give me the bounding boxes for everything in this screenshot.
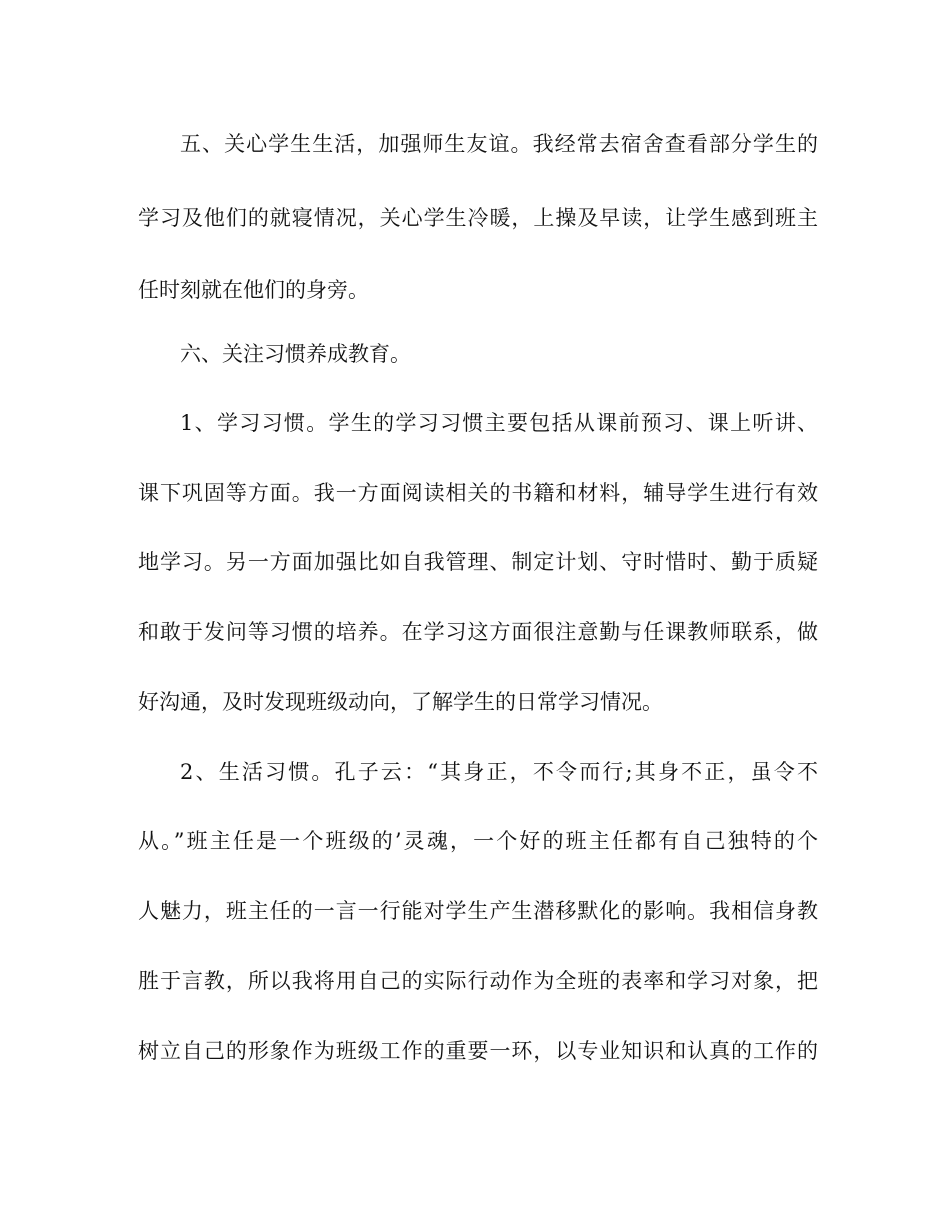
text-line: 好沟通，及时发现班级动向，了解学生的日常学习情况。 [138, 690, 663, 714]
text-line: 地学习。另一方面加强比如自我管理、制定计划、守时惜时、勤于质疑 [138, 550, 818, 574]
text-line: 学习及他们的就寝情况，关心学生冷暖，上操及早读，让学生感到班主 [138, 206, 818, 230]
text-line: 课下巩固等方面。我一方面阅读相关的书籍和材料，辅导学生进行有效 [138, 481, 818, 505]
text-line: 1、学习习惯。学生的学习习惯主要包括从课前预习、课上听讲、 [180, 411, 818, 435]
text-line: 任时刻就在他们的身旁。 [138, 278, 369, 302]
text-line: 胜于言教，所以我将用自己的实际行动作为全班的表率和学习对象，把 [138, 969, 818, 993]
text-line: 和敢于发问等习惯的培养。在学习这方面很注意勤与任课教师联系，做 [138, 620, 818, 644]
text-line: 2、生活习惯。孔子云：“其身正，不令而行;其身不正，虽令不 [180, 760, 818, 784]
text-line: 从。”班主任是一个班级的’灵魂，一个好的班主任都有自己独特的个 [138, 829, 818, 853]
text-line: 五、关心学生生活，加强师生友谊。我经常去宿舍查看部分学生的 [180, 132, 818, 156]
text-line: 六、关注习惯养成教育。 [180, 342, 411, 366]
text-line: 树立自己的形象作为班级工作的重要一环，以专业知识和认真的工作的 [138, 1039, 818, 1063]
text-line: 人魅力，班主任的一言一行能对学生产生潜移默化的影响。我相信身教 [138, 899, 818, 923]
